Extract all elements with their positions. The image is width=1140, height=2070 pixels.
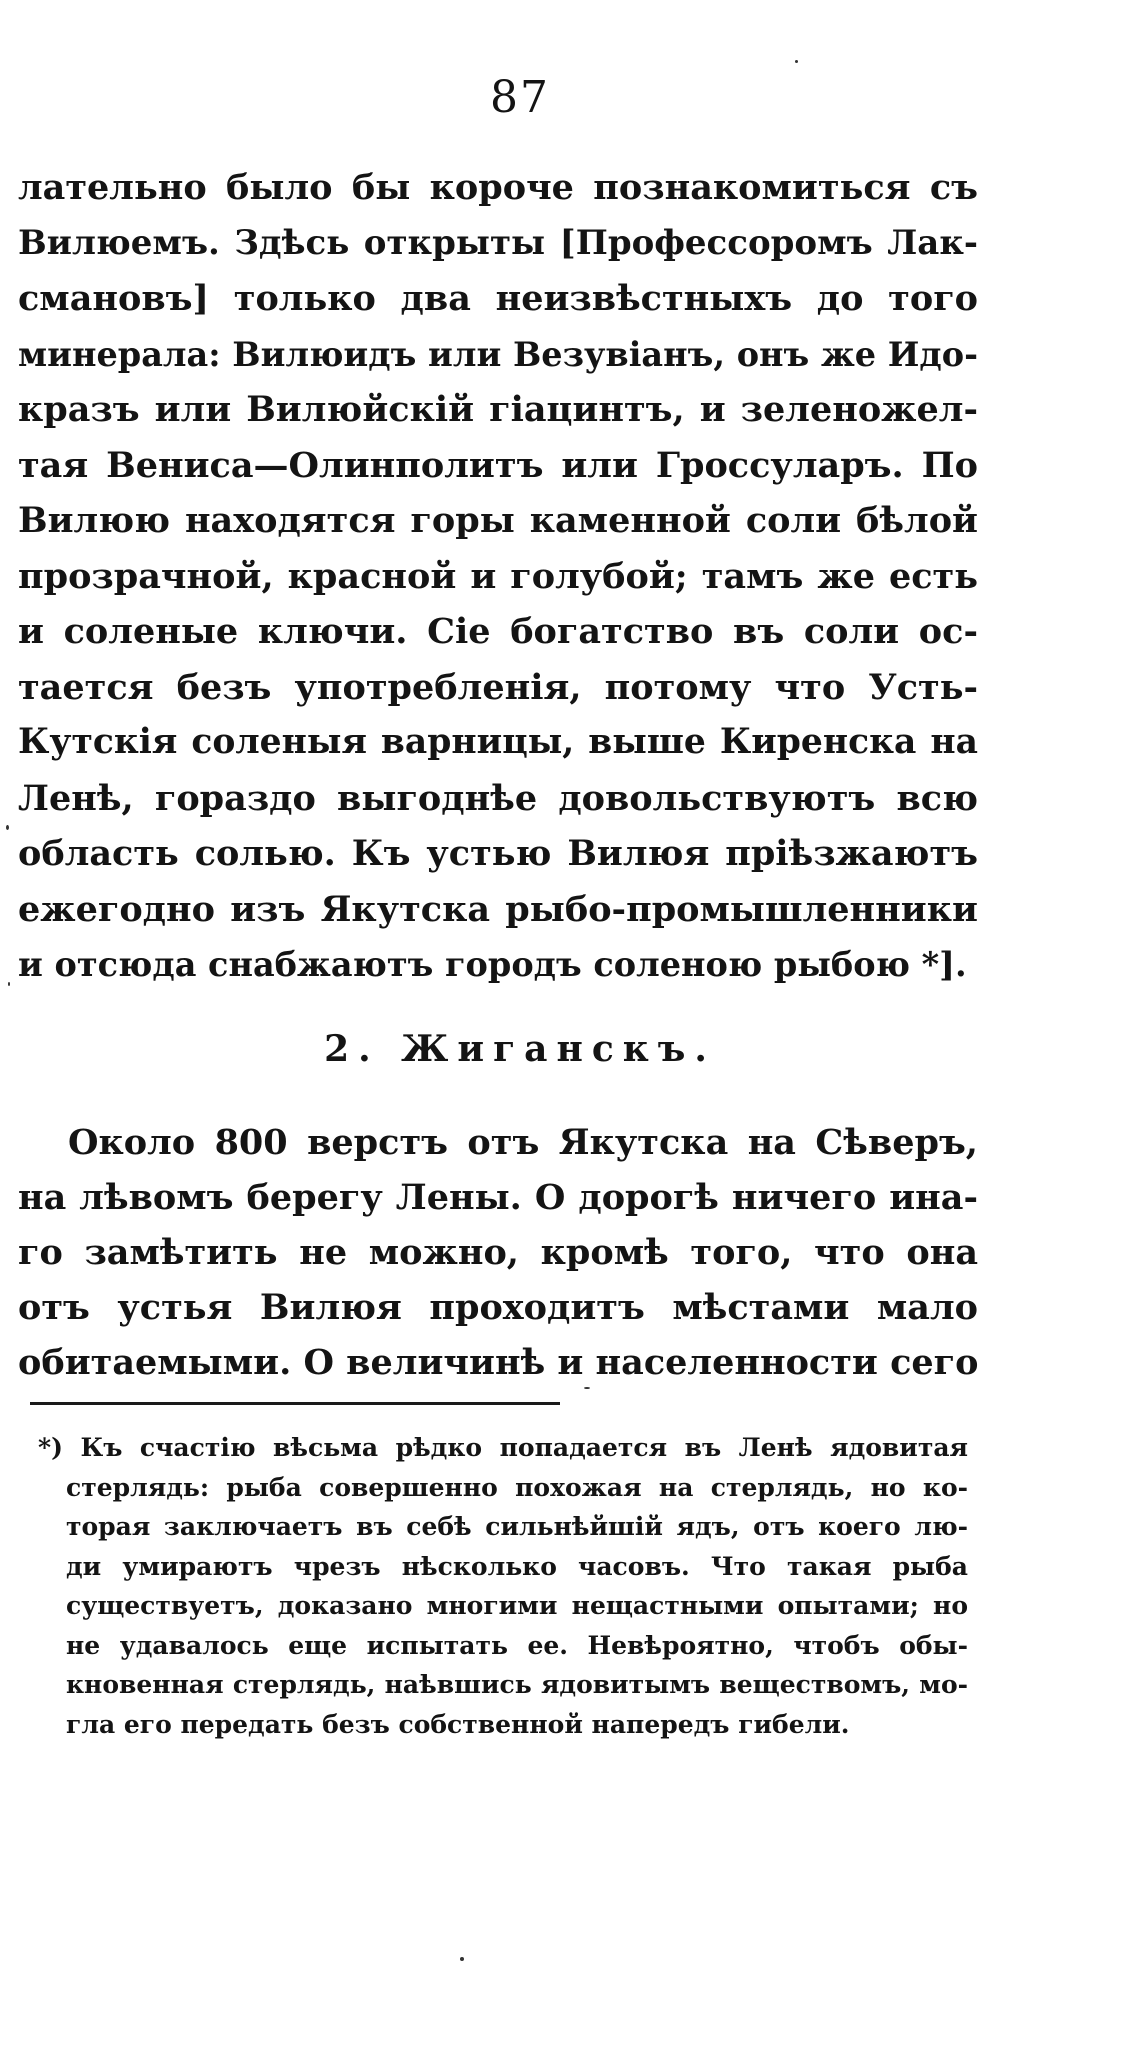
- scan-speck: [795, 60, 798, 63]
- text-line: прозрачной, красной и голубой; тамъ же есть: [18, 555, 978, 597]
- scan-speck: [460, 1957, 464, 1961]
- text-line: отъ устья Вилюя проходитъ мѣстами мало: [18, 1287, 978, 1328]
- text-line: го замѣтить не можно, кромѣ того, что она: [18, 1232, 978, 1273]
- main-paragraph: [18, 160, 978, 993]
- footnote-divider: [30, 1402, 560, 1405]
- text-line: на лѣвомъ берегу Лены. О дорогѣ ничего ина-: [18, 1177, 978, 1218]
- text-line: и соленые ключи. Сіе богатство въ соли ос-: [18, 611, 978, 652]
- footnote-line: торая заключаетъ въ себѣ сильнѣйшій ядъ, отъ коего лю-: [66, 1512, 968, 1541]
- footnote-line: не удавалось еще испытать ее. Невѣроятно, чтобъ обы-: [66, 1630, 968, 1660]
- footnote-line: кновенная стерлядь, наѣвшись ядовитымъ веществомъ, мо-: [66, 1670, 968, 1699]
- footnote-line: ди умираютъ чрезъ нѣсколько часовъ. Что такая рыба: [66, 1551, 968, 1581]
- footnote-line: гла его передать безъ собственной напередъ гибели.: [66, 1709, 850, 1739]
- text-line: Кутскія соленыя варницы, выше Киренска на: [18, 722, 978, 762]
- text-line: обитаемыми. О величинѣ и населенности сего: [18, 1342, 979, 1383]
- section-heading: 2. Жиганскъ.: [324, 1028, 716, 1070]
- footnote-line: существуетъ, доказано многими нещастными опытами; но: [66, 1591, 968, 1620]
- text-line: кразъ или Вилюйскій гіацинтъ, и зеленожел-: [18, 389, 978, 430]
- section-paragraph: [18, 1115, 978, 1390]
- scan-speck: [584, 1387, 590, 1389]
- text-line: Ленѣ, гораздо выгоднѣе довольствуютъ всю: [18, 777, 978, 819]
- text-line: тается безъ употребленія, потому что Усть-: [18, 666, 978, 708]
- text-line: область солью. Къ устью Вилюя пріѣзжаютъ: [18, 833, 978, 874]
- footnote-line: стерлядь: рыба совершенно похожая на стерлядь, но ко-: [66, 1472, 968, 1502]
- text-line: Около 800 верстъ отъ Якутска на Сѣверъ,: [68, 1122, 978, 1163]
- scan-speck: [6, 825, 9, 830]
- footnote-line: *) Къ счастію вѣсьма рѣдко попадается въ Ленѣ ядовитая: [38, 1433, 968, 1462]
- text-line: Вилюемъ. Здѣсь открыты [Профессоромъ Лак-: [18, 222, 978, 263]
- text-line: ежегодно изъ Якутска рыбо-промышленники: [18, 888, 978, 930]
- page-number: 87: [490, 72, 550, 123]
- text-line: тая Вениса—Олинполитъ или Гроссуларъ. По: [18, 444, 978, 486]
- text-line: Вилюю находятся горы каменной соли бѣлой: [18, 500, 978, 541]
- footnote: [38, 1428, 968, 1744]
- text-line: и отсюда снабжаютъ городъ соленою рыбою *].: [18, 945, 967, 984]
- text-line: минерала: Вилюидъ или Везувіанъ, онъ же Идо-: [18, 334, 978, 374]
- text-line: смановъ] только два неизвѣстныхъ до того: [18, 278, 978, 319]
- scan-speck: [8, 982, 10, 986]
- text-line: лательно было бы короче познакомиться съ: [18, 167, 978, 208]
